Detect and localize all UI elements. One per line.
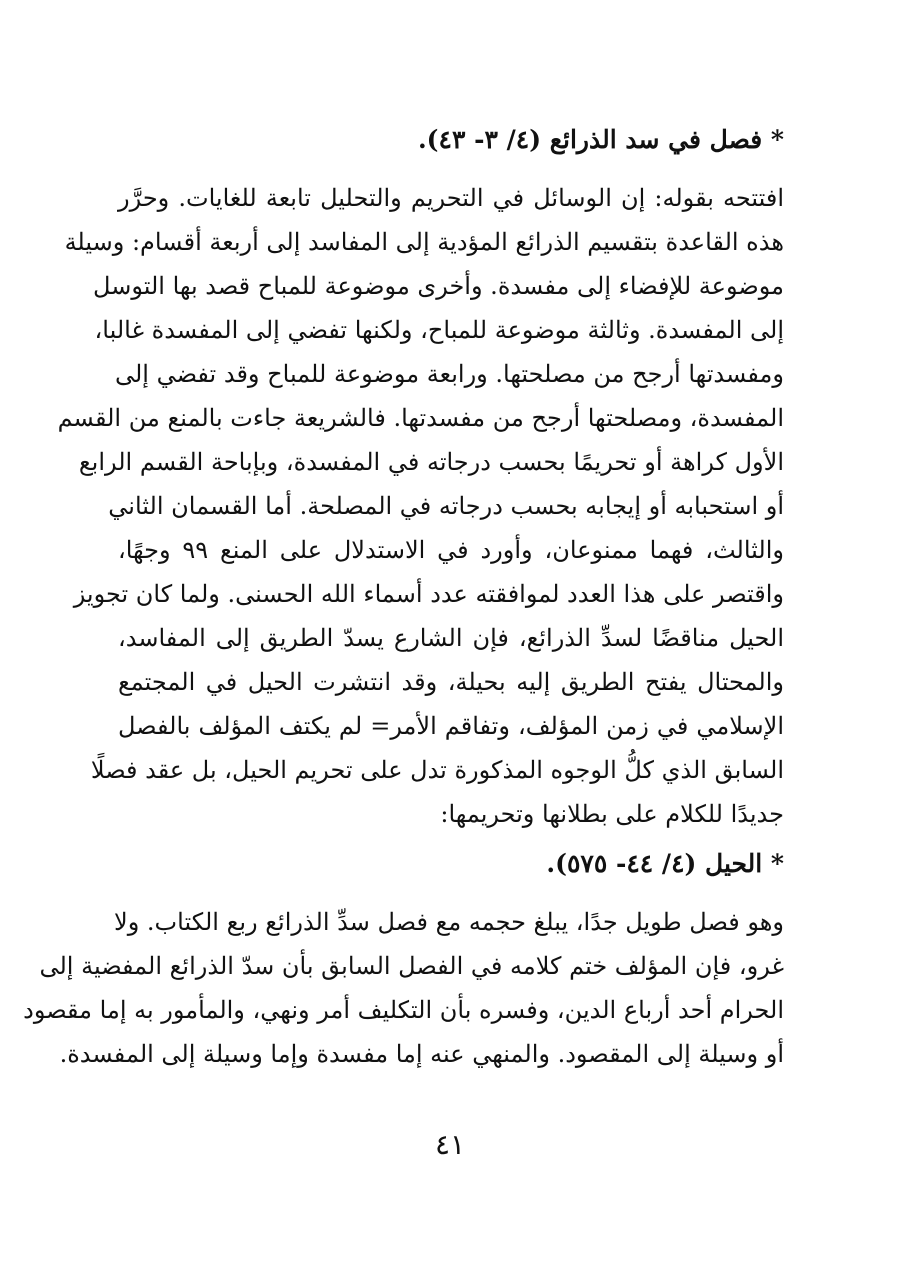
text-line: إلى المفسدة. وثالثة موضوعة للمباح، ولكنها تفضي إلى المفسدة غالبا، — [94, 316, 784, 344]
section-heading-al-hiyal: * الحيل (٤/ ٤٤- ٥٧٥). — [546, 849, 784, 878]
text-line: هذه القاعدة بتقسيم الذرائع المؤدية إلى المفاسد إلى أربعة أقسام: وسيلة — [64, 228, 784, 256]
text-line: الأول كراهة أو تحريمًا بحسب درجاته في المفسدة، وبإباحة القسم الرابع — [78, 448, 784, 476]
text-line: الإسلامي في زمن المؤلف، وتفاقم الأمر= لم يكتف المؤلف بالفصل — [118, 712, 784, 740]
text-line: افتتحه بقوله: إن الوسائل في التحريم والتحليل تابعة للغايات. وحرَّر — [118, 184, 784, 212]
paragraph-al-hiyal — [23, 900, 784, 1076]
text-line: المفسدة، ومصلحتها أرجح من مفسدتها. فالشريعة جاءت بالمنع من القسم — [57, 404, 784, 432]
text-line: جديدًا للكلام على بطلانها وتحريمها: — [440, 800, 784, 828]
paragraph-sadd-al-dharai — [57, 176, 784, 836]
text-line: أو استحبابه أو إيجابه بحسب درجاته في المصلحة. أما القسمان الثاني — [108, 492, 784, 520]
page-number: ٤١ — [434, 1128, 466, 1161]
text-line: موضوعة للإفضاء إلى مفسدة. وأخرى موضوعة للمباح قصد بها التوسل — [93, 272, 784, 300]
text-line: غرو، فإن المؤلف ختم كلامه في الفصل السابق بأن سدّ الذرائع المفضية إلى — [39, 952, 784, 980]
text-line: والثالث، فهما ممنوعان، وأورد في الاستدلال على المنع ٩٩ وجهًا، — [118, 536, 784, 564]
section-heading-sadd-al-dharai: * فصل في سد الذرائع (٤/ ٣- ٤٣). — [417, 125, 784, 154]
text-line: الحيل مناقضًا لسدِّ الذرائع، فإن الشارع يسدّ الطريق إلى المفاسد، — [118, 624, 784, 652]
text-line: واقتصر على هذا العدد لموافقته عدد أسماء الله الحسنى. ولما كان تجويز — [73, 580, 784, 608]
text-line: وهو فصل طويل جدًا، يبلغ حجمه مع فصل سدِّ الذرائع ربع الكتاب. ولا — [114, 908, 784, 936]
text-line: الحرام أحد أرباع الدين، وفسره بأن التكليف أمر ونهي، والمأمور به إما مقصود — [23, 996, 784, 1024]
text-line: أو وسيلة إلى المقصود. والمنهي عنه إما مفسدة وإما وسيلة إلى المفسدة. — [59, 1040, 784, 1068]
text-line: السابق الذي كلُّ الوجوه المذكورة تدل على تحريم الحيل، بل عقد فصلًا — [90, 756, 784, 784]
text-line: ومفسدتها أرجح من مصلحتها. ورابعة موضوعة للمباح وقد تفضي إلى — [114, 360, 784, 388]
page-content — [23, 108, 784, 1084]
text-line: والمحتال يفتح الطريق إليه بحيلة، وقد انتشرت الحيل في المجتمع — [118, 668, 784, 696]
